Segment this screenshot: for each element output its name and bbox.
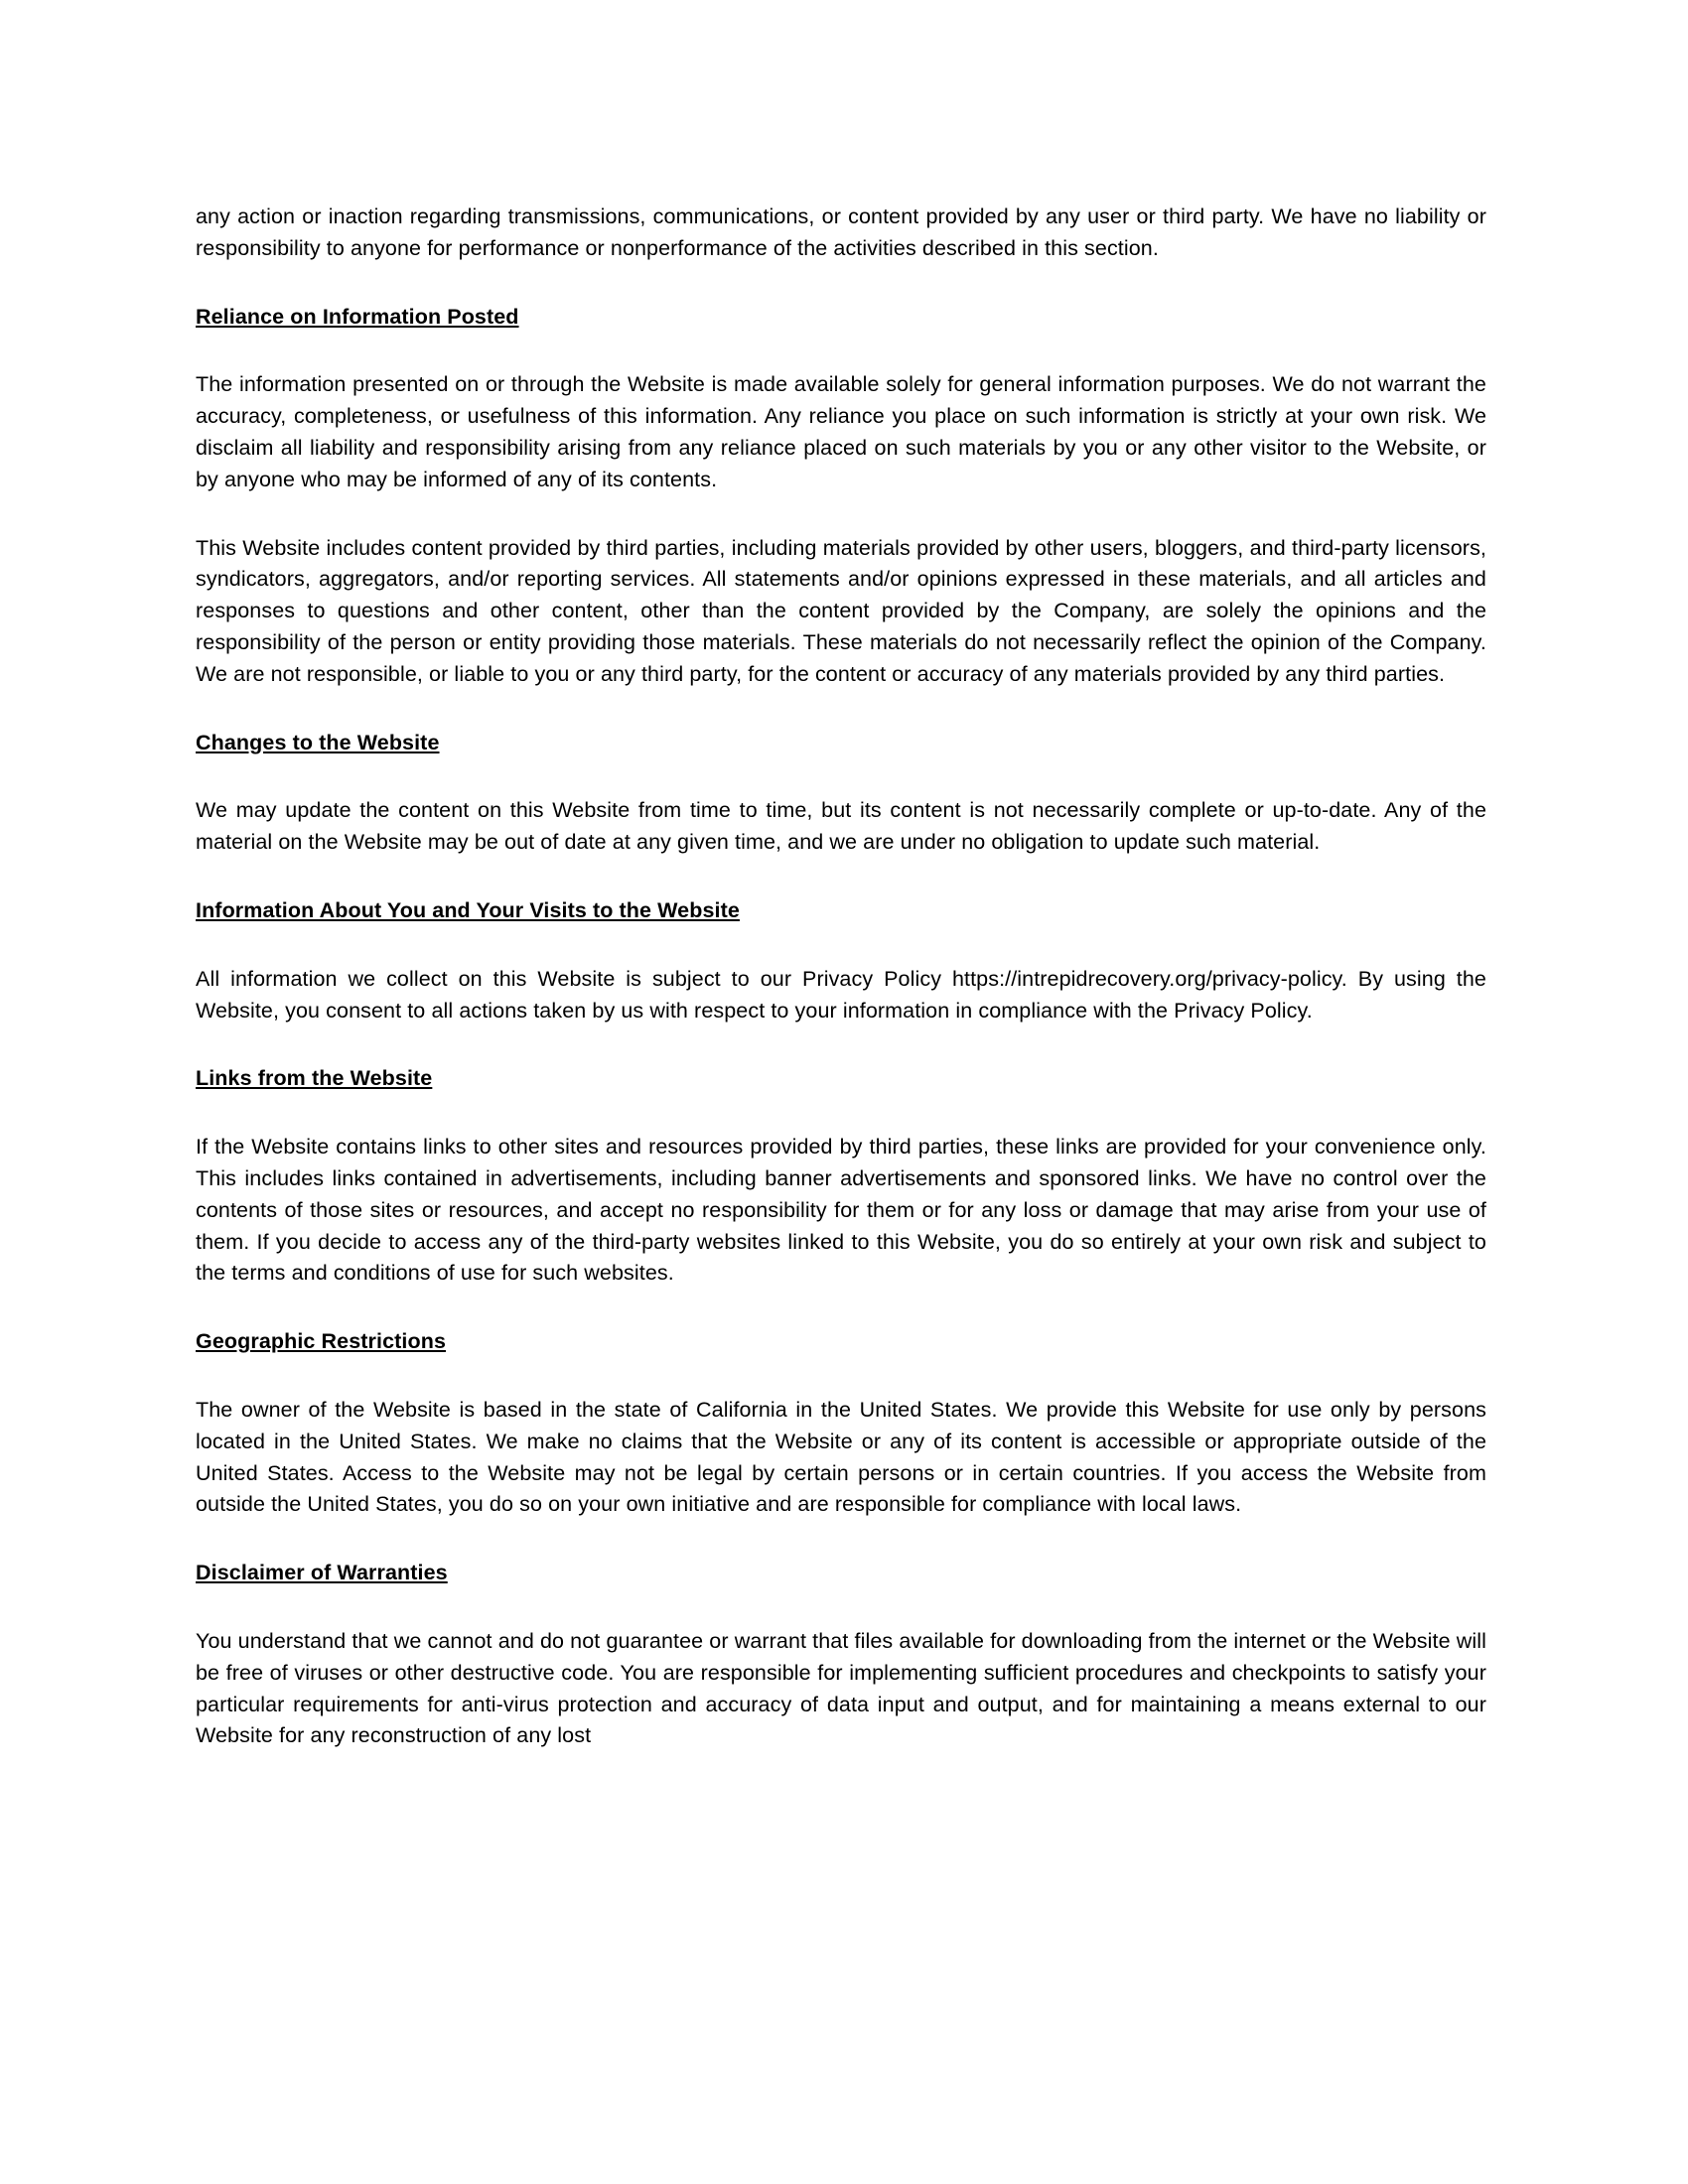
- paragraph-general-information-purposes: The information presented on or through the Website is made available solely for general information purposes. We do not warrant the accuracy, completeness, or usefulness of this information. Any reliance you place on such information is strictly at your own risk. We disclaim all liability and responsibility arising from any reliance placed on such materials by you or any other visitor to the Website, or by anyone who may be informed of any of its contents.: [196, 372, 1486, 491]
- paragraph-third-party-content: This Website includes content provided by third parties, including materials provided by other users, bloggers, and third-party licensors, syndicators, aggregators, and/or reporting services. All statements and/or opinions expressed in these materials, and all articles and responses to questions and other content, other than the content provided by the Company, are solely the opinions and the responsibility of the person or entity providing those materials. These materials do not necessarily reflect the opinion of the Company. We are not responsible, or liable to you or any third party, for the content or accuracy of any materials provided by any third parties.: [196, 535, 1486, 686]
- heading-changes-to-the-website: Changes to the Website: [196, 730, 440, 754]
- paragraph-content-updates: We may update the content on this Website from time to time, but its content is not necessarily complete or up-to-date. Any of the material on the Website may be out of date at any given time, and we are under no obligation to update such material.: [196, 798, 1486, 855]
- heading-geographic-restrictions: Geographic Restrictions: [196, 1329, 446, 1354]
- heading-links-from-the-website: Links from the Website: [196, 1066, 433, 1091]
- paragraph-disclaimer-of-warranties: You understand that we cannot and do not guarantee or warrant that files available for downloading from the internet or the Website will be free of viruses or other destructive code. You are responsible for implementing sufficient procedures and checkpoints to satisfy your particular requirements for anti-virus protection and accuracy of data input and output, and for maintaining a means external to our Website for any reconstruction of any lost: [196, 1628, 1486, 1748]
- heading-reliance-on-information-posted: Reliance on Information Posted: [196, 304, 519, 329]
- heading-information-about-you-and-visits: Information About You and Your Visits to the Website: [196, 897, 740, 922]
- heading-disclaimer-of-warranties: Disclaimer of Warranties: [196, 1561, 448, 1585]
- paragraph-privacy-policy: All information we collect on this Website is subject to our Privacy Policy https://intrepidrecovery.org/privacy-policy. By using the Website, you consent to all actions taken by us with respect to your information in compliance with the Privacy Policy.: [196, 966, 1486, 1023]
- paragraph-geographic-restrictions: The owner of the Website is based in the state of California in the United States. We provide this Website for use only by persons located in the United States. We make no claims that the Website or any of its content is accessible or appropriate outside of the United States. Access to the Website may not be legal by certain persons or in certain countries. If you access the Website from outside the United States, you do so on your own initiative and are responsible for compliance with local laws.: [196, 1397, 1486, 1517]
- paragraph-third-party-links: If the Website contains links to other sites and resources provided by third parties, these links are provided for your convenience only. This includes links contained in advertisements, including banner advertisements and sponsored links. We have no control over the contents of those sites or resources, and accept no responsibility for them or for any loss or damage that may arise from your use of them. If you decide to access any of the third-party websites linked to this Website, you do so entirely at your own risk and subject to the terms and conditions of use for such websites.: [196, 1135, 1486, 1286]
- paragraph-liability-continuation: any action or inaction regarding transmissions, communications, or content provided by any user or third party. We have no liability or responsibility to anyone for performance or nonperformance of the activities described in this section.: [196, 205, 1486, 260]
